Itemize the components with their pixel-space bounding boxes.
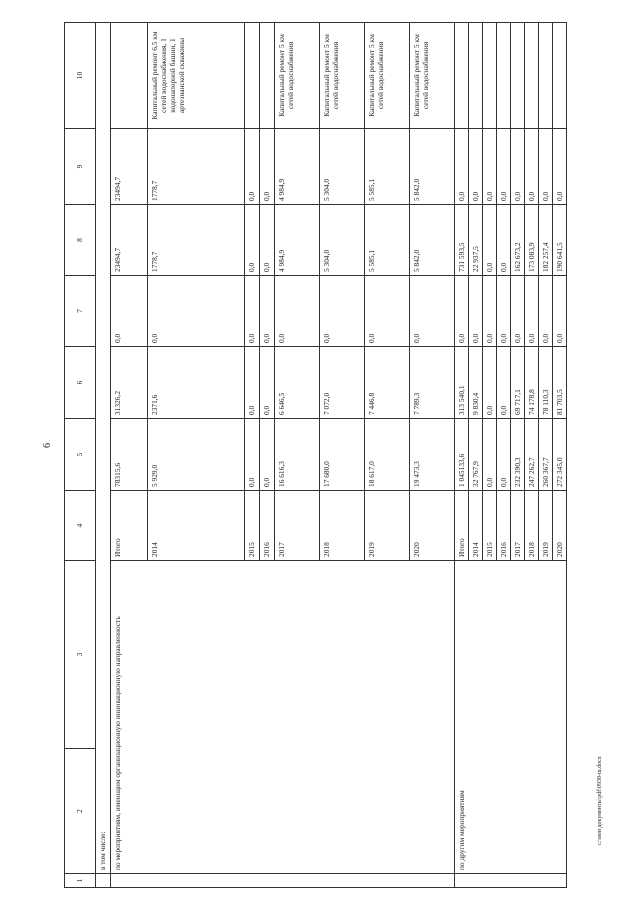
value-cell: 0,0 xyxy=(410,276,455,347)
description-cell xyxy=(245,23,260,129)
year-cell: 2019 xyxy=(539,491,553,561)
header-cell: 4 xyxy=(65,491,96,561)
description-cell xyxy=(539,23,553,129)
value-cell: 0,0 xyxy=(511,129,525,205)
value-cell: 23494,7 xyxy=(111,205,148,276)
value-cell: 74 178,8 xyxy=(525,347,539,419)
value-cell: 5 304,0 xyxy=(320,205,365,276)
other-activities-label: по другим мероприятиям xyxy=(455,561,567,874)
value-cell: 182 257,4 xyxy=(539,205,553,276)
value-cell: 0,0 xyxy=(260,205,275,276)
description-cell: Капитальный ремонт 5 км сетей водоснабжения xyxy=(275,23,320,129)
value-cell: 5 585,1 xyxy=(365,129,410,205)
value-cell: 17 680,0 xyxy=(320,419,365,491)
value-cell: 0,0 xyxy=(275,276,320,347)
value-cell: 0,0 xyxy=(483,205,497,276)
value-cell: 0,0 xyxy=(365,276,410,347)
rotated-table-container xyxy=(64,23,565,888)
year-cell: 2014 xyxy=(469,491,483,561)
value-cell: 1 045133,6 xyxy=(455,419,469,491)
value-cell: 6 646,5 xyxy=(275,347,320,419)
year-cell: 2017 xyxy=(275,491,320,561)
in-that-number-label: в том числе: xyxy=(96,23,111,874)
description-cell xyxy=(511,23,525,129)
value-cell: 0,0 xyxy=(511,276,525,347)
description-cell xyxy=(111,23,148,129)
value-cell: 0,0 xyxy=(497,129,511,205)
value-cell: 0,0 xyxy=(483,347,497,419)
header-cell: 3 xyxy=(65,561,96,749)
value-cell: 22 937,5 xyxy=(469,205,483,276)
empty-cell xyxy=(455,874,567,888)
innovation-label: по мероприятиям, имеющим организационную инновационную направленность xyxy=(111,561,455,874)
year-cell: Итого xyxy=(111,491,148,561)
value-cell: 247 262,7 xyxy=(525,419,539,491)
value-cell: 7 789,3 xyxy=(410,347,455,419)
table-row xyxy=(96,23,111,888)
description-cell: Капитальный ремонт 5 км сетей водоснабжения xyxy=(410,23,455,129)
year-cell: 2020 xyxy=(553,491,567,561)
value-cell: 731 593,5 xyxy=(455,205,469,276)
value-cell: 5 585,1 xyxy=(365,205,410,276)
value-cell: 0,0 xyxy=(245,205,260,276)
year-cell: 2018 xyxy=(525,491,539,561)
year-cell: 2014 xyxy=(148,491,245,561)
value-cell: 173 083,9 xyxy=(525,205,539,276)
value-cell: 69 717,1 xyxy=(511,347,525,419)
value-cell: 232 390,3 xyxy=(511,419,525,491)
value-cell: 5 842,0 xyxy=(410,129,455,205)
value-cell: 2371,6 xyxy=(148,347,245,419)
year-cell: 2018 xyxy=(320,491,365,561)
description-cell xyxy=(497,23,511,129)
value-cell: 0,0 xyxy=(111,276,148,347)
value-cell: 4 984,9 xyxy=(275,205,320,276)
description-cell xyxy=(469,23,483,129)
header-row xyxy=(65,23,96,888)
value-cell: 0,0 xyxy=(539,129,553,205)
header-cell: 1 xyxy=(65,874,96,888)
value-cell: 0,0 xyxy=(525,276,539,347)
value-cell: 0,0 xyxy=(260,276,275,347)
description-cell: Капитальный ремонт 5 км сетей водоснабжения xyxy=(365,23,410,129)
page-number: 6 xyxy=(42,443,53,448)
value-cell: 0,0 xyxy=(245,129,260,205)
description-cell xyxy=(525,23,539,129)
header-cell: 8 xyxy=(65,205,96,276)
value-cell: 0,0 xyxy=(497,276,511,347)
value-cell: 16 616,3 xyxy=(275,419,320,491)
value-cell: 18 617,0 xyxy=(365,419,410,491)
footer-file-path: c:\мои документы\pdf\0938-ш.docx xyxy=(597,756,603,845)
value-cell: 0,0 xyxy=(245,347,260,419)
value-cell: 0,0 xyxy=(260,129,275,205)
value-cell: 78 110,3 xyxy=(539,347,553,419)
value-cell: 260 367,7 xyxy=(539,419,553,491)
description-cell: Капитальный ремонт 5 км сетей водоснабжения xyxy=(320,23,365,129)
value-cell: 19 473,3 xyxy=(410,419,455,491)
description-cell xyxy=(260,23,275,129)
value-cell: 0,0 xyxy=(260,347,275,419)
value-cell: 23494,7 xyxy=(111,129,148,205)
value-cell: 0,0 xyxy=(320,276,365,347)
financing-table xyxy=(64,22,567,888)
value-cell: 0,0 xyxy=(469,129,483,205)
value-cell: 78315,6 xyxy=(111,419,148,491)
value-cell: 0,0 xyxy=(497,347,511,419)
year-cell: 2016 xyxy=(497,491,511,561)
value-cell: 9 830,4 xyxy=(469,347,483,419)
year-cell: 2015 xyxy=(245,491,260,561)
year-cell: Итого xyxy=(455,491,469,561)
header-cell: 9 xyxy=(65,129,96,205)
value-cell: 162 673,2 xyxy=(511,205,525,276)
value-cell: 1778,7 xyxy=(148,205,245,276)
value-cell: 0,0 xyxy=(245,276,260,347)
other-section xyxy=(455,23,567,888)
value-cell: 0,0 xyxy=(553,129,567,205)
value-cell: 313 540,1 xyxy=(455,347,469,419)
description-cell xyxy=(553,23,567,129)
value-cell: 7 446,8 xyxy=(365,347,410,419)
year-cell: 2017 xyxy=(511,491,525,561)
header-cell: 7 xyxy=(65,276,96,347)
value-cell: 5 304,0 xyxy=(320,129,365,205)
value-cell: 0,0 xyxy=(483,276,497,347)
value-cell: 1778,7 xyxy=(148,129,245,205)
value-cell: 0,0 xyxy=(455,129,469,205)
year-cell: 2020 xyxy=(410,491,455,561)
value-cell: 0,0 xyxy=(245,419,260,491)
value-cell: 0,0 xyxy=(455,276,469,347)
empty-cell xyxy=(111,874,455,888)
table-row xyxy=(111,23,148,888)
value-cell: 5 842,0 xyxy=(410,205,455,276)
year-cell: 2016 xyxy=(260,491,275,561)
value-cell: 4 984,9 xyxy=(275,129,320,205)
value-cell: 190 641,5 xyxy=(553,205,567,276)
year-cell: 2019 xyxy=(365,491,410,561)
value-cell: 81 703,5 xyxy=(553,347,567,419)
value-cell: 5 929,0 xyxy=(148,419,245,491)
description-cell xyxy=(483,23,497,129)
value-cell: 0,0 xyxy=(539,276,553,347)
value-cell: 0,0 xyxy=(497,205,511,276)
value-cell: 31326,2 xyxy=(111,347,148,419)
description-cell: Капитальный ремонт 6,5 км сетей водоснабжения, 1 водонапорной башни, 1 артезианской скважины xyxy=(148,23,245,129)
header-cell: 6 xyxy=(65,347,96,419)
value-cell: 0,0 xyxy=(525,129,539,205)
value-cell: 7 072,0 xyxy=(320,347,365,419)
header-cell: 2 xyxy=(65,749,96,874)
value-cell: 0,0 xyxy=(553,276,567,347)
value-cell: 0,0 xyxy=(260,419,275,491)
innovation-section xyxy=(111,23,455,888)
value-cell: 0,0 xyxy=(483,419,497,491)
value-cell: 0,0 xyxy=(148,276,245,347)
header-cell: 5 xyxy=(65,419,96,491)
value-cell: 0,0 xyxy=(483,129,497,205)
description-cell xyxy=(455,23,469,129)
value-cell: 0,0 xyxy=(497,419,511,491)
header-cell: 10 xyxy=(65,23,96,129)
table-row xyxy=(455,23,469,888)
value-cell: 32 767,9 xyxy=(469,419,483,491)
value-cell: 272 345,0 xyxy=(553,419,567,491)
year-cell: 2015 xyxy=(483,491,497,561)
value-cell: 0,0 xyxy=(469,276,483,347)
